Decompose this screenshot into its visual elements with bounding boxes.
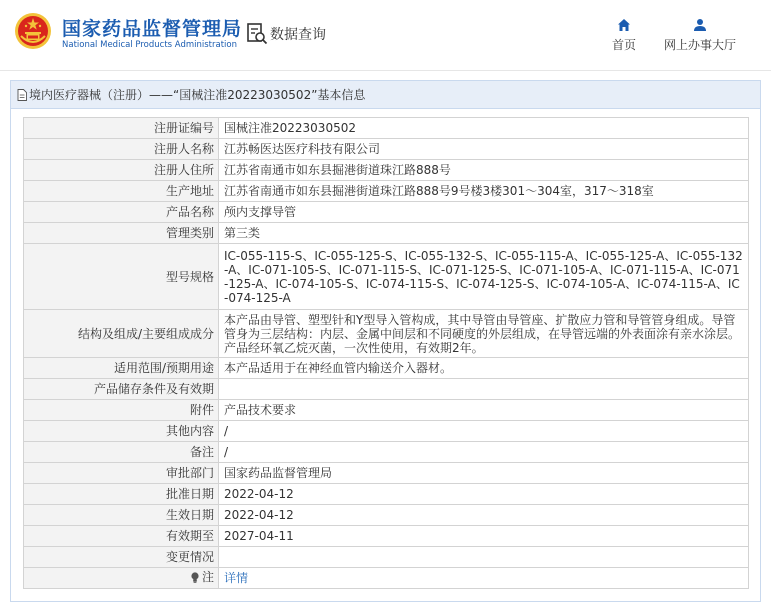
table-row [24,379,749,400]
org-name-cn: 国家药品监督管理局 [62,18,243,40]
document-search-icon [246,22,268,46]
row-value: 江苏畅医达医疗科技有限公司 [219,139,749,160]
row-label: 变更情况 [24,547,219,568]
note-row-value [219,568,749,589]
row-value: 国械注准20223030502 [219,118,749,139]
site-header [0,0,771,70]
table-row [24,547,749,568]
lightbulb-icon [190,572,200,583]
note-row-label [24,568,219,589]
row-value [219,547,749,568]
row-label: 注册证编号 [24,118,219,139]
table-row [24,244,749,310]
national-emblem-icon [14,12,52,50]
table-row [24,526,749,547]
detail-panel [10,80,761,602]
table-row [24,400,749,421]
row-label: 附件 [24,400,219,421]
row-label: 注册人住所 [24,160,219,181]
row-label: 备注 [24,442,219,463]
nav-home-label: 首页 [611,38,636,52]
row-value: 江苏省南通市如东县掘港街道珠江路888号 [219,160,749,181]
nav-office-label: 网上办事大厅 [663,38,736,52]
user-icon [693,18,707,32]
table-row [24,505,749,526]
table-row [24,118,749,139]
row-label: 产品储存条件及有效期 [24,379,219,400]
row-label: 适用范围/预期用途 [24,358,219,379]
data-query-link[interactable] [246,22,326,46]
table-row [24,442,749,463]
info-table [23,117,749,589]
row-label: 管理类别 [24,223,219,244]
row-value: 本产品适用于在神经血管内输送介入器材。 [219,358,749,379]
table-row [24,160,749,181]
table-row [24,358,749,379]
row-value: 本产品由导管、塑型针和Y型导入管构成，其中导管由导管座、扩散应力管和导管管身组成。导管管身为三层结构：内层、金属中间层和不同硬度的外层组成，在导管远端的外表面涂有亲水涂层。产品经环氧乙烷灭菌，一次性使用，有效期2年。 [219,310,749,358]
panel-title: 境内医疗器械（注册）——“国械注准20223030502”基本信息 [29,88,366,102]
row-label: 其他内容 [24,421,219,442]
note-label-wrap [190,570,214,584]
row-value: 2022-04-12 [219,505,749,526]
table-row [24,310,749,358]
home-icon [617,18,631,32]
panel-header [11,81,760,109]
row-label: 生产地址 [24,181,219,202]
table-row [24,223,749,244]
row-value: IC-055-115-S、IC-055-125-S、IC-055-132-S、IC-055-115-A、IC-055-125-A、IC-055-132-A、IC-071-105-S、IC-071-115-S、IC-071-125-S、IC-071-105-A、IC-071-115-A、IC-071-125-A、IC-074-105-S、IC-074-115-S、IC-074-125-S、IC-074-105-A、IC-074-115-A、IC-074-125-A [219,244,749,310]
table-row [24,139,749,160]
table-row [24,181,749,202]
note-label-text: 注 [201,570,214,585]
row-value: 第三类 [219,223,749,244]
document-icon [17,89,27,101]
table-row [24,484,749,505]
row-value [219,379,749,400]
table-row-note [24,568,749,589]
row-value: 国家药品监督管理局 [219,463,749,484]
row-label: 审批部门 [24,463,219,484]
org-name-en: National Medical Products Administration [62,40,237,50]
row-value: / [219,421,749,442]
data-query-label: 数据查询 [270,27,326,43]
nav-home[interactable] [604,18,644,53]
details-link[interactable]: 详情 [224,571,249,585]
row-label: 生效日期 [24,505,219,526]
row-label: 注册人名称 [24,139,219,160]
row-value: 2027-04-11 [219,526,749,547]
row-value: 产品技术要求 [219,400,749,421]
row-value: 江苏省南通市如东县掘港街道珠江路888号9号楼3楼301～304室，317～318室 [219,181,749,202]
row-value: 2022-04-12 [219,484,749,505]
row-value: 颅内支撑导管 [219,202,749,223]
row-label: 型号规格 [24,244,219,310]
table-row [24,202,749,223]
row-label: 有效期至 [24,526,219,547]
header-divider [0,70,771,71]
table-row [24,421,749,442]
table-row [24,463,749,484]
nav-online-office[interactable] [660,18,740,53]
row-label: 结构及组成/主要组成成分 [24,310,219,358]
row-value: / [219,442,749,463]
row-label: 产品名称 [24,202,219,223]
row-label: 批准日期 [24,484,219,505]
